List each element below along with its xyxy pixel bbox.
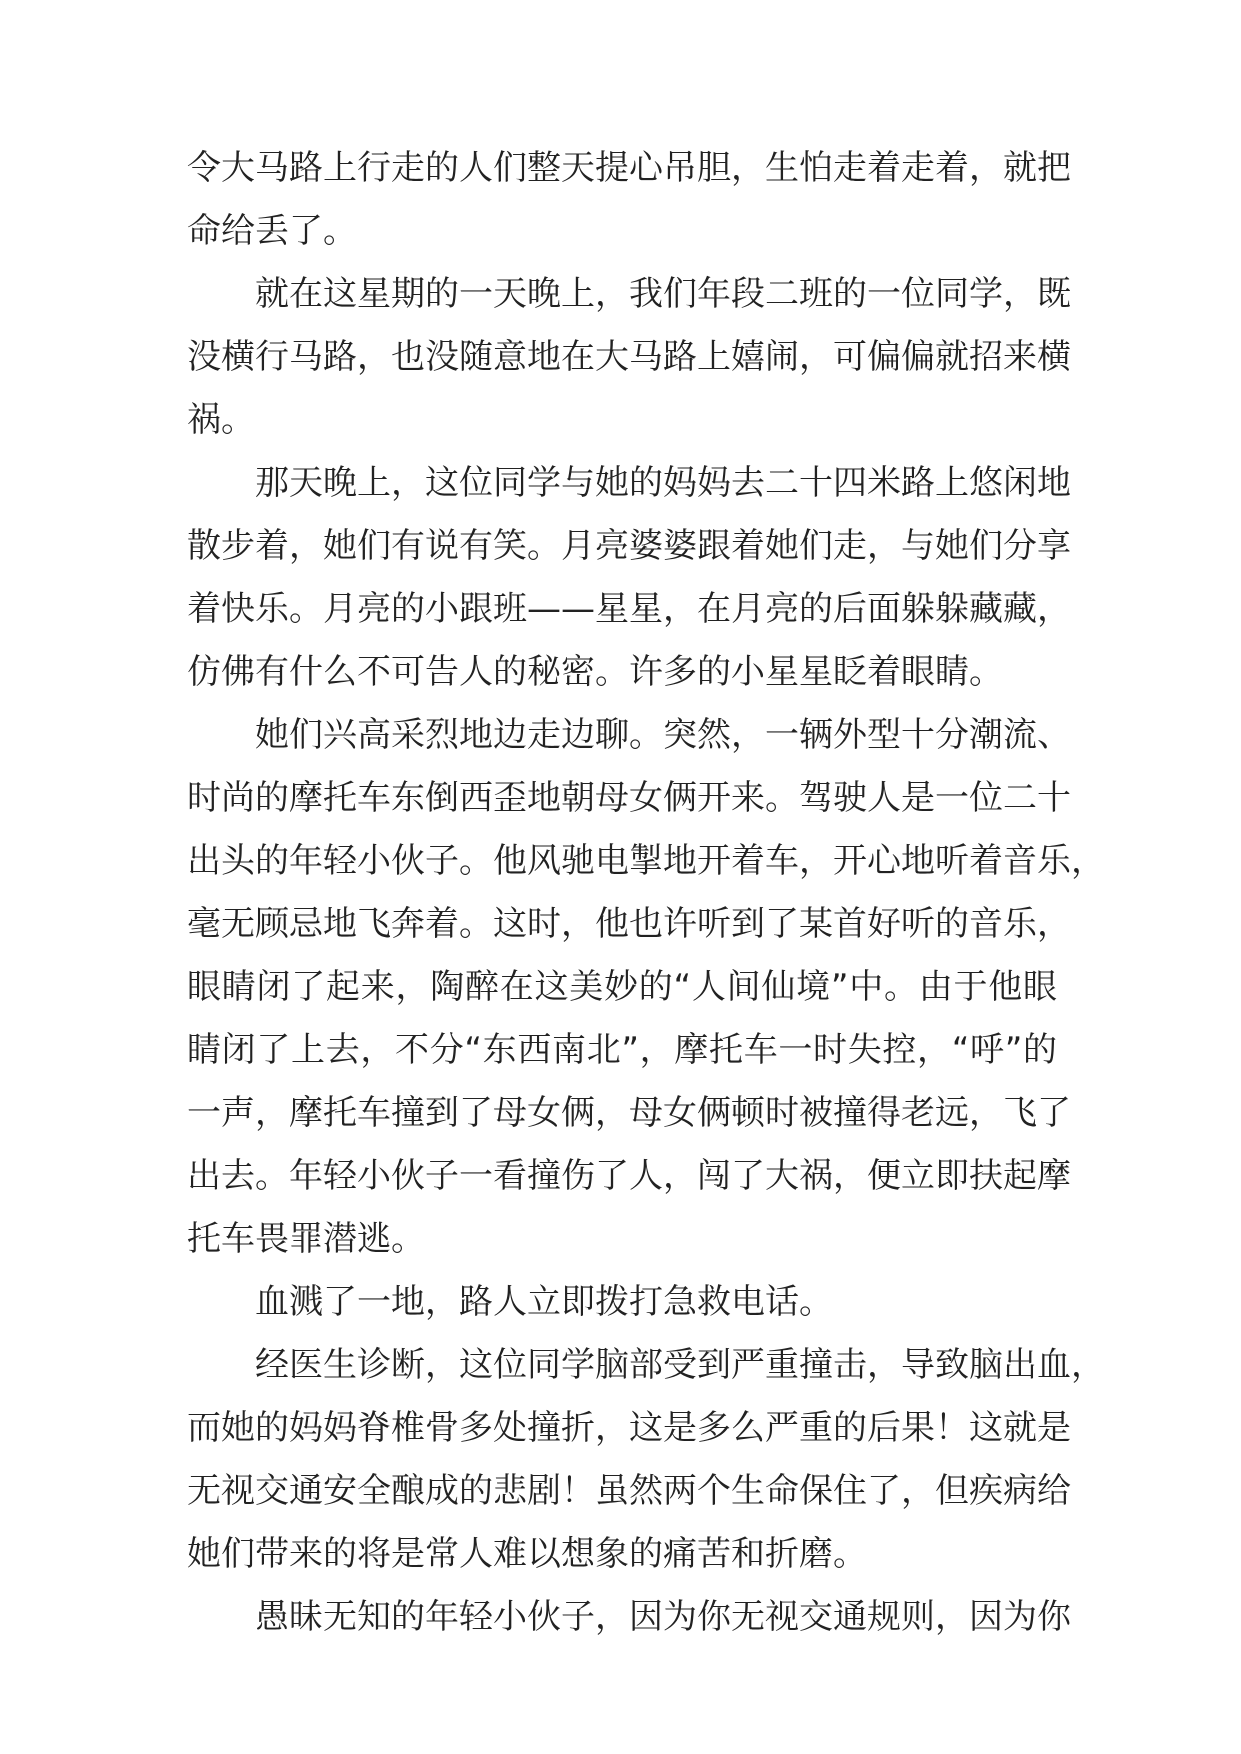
text-line: 血溅了一地，路人立即拨打急救电话。: [255, 1282, 833, 1322]
text-line: 就在这星期的一天晚上，我们年段二班的一位同学，既: [255, 274, 1071, 314]
text-line: 命给丢了。: [187, 211, 357, 251]
text-line: 令大马路上行走的人们整天提心吊胆，生怕走着走着，就把: [187, 148, 1071, 188]
text-line: 无视交通安全酿成的悲剧！虽然两个生命保住了，但疾病给: [187, 1471, 1071, 1511]
text-line: 那天晚上，这位同学与她的妈妈去二十四米路上悠闲地: [255, 463, 1071, 503]
text-line: 散步着，她们有说有笑。月亮婆婆跟着她们走，与她们分享: [187, 526, 1071, 566]
text-line: 她们带来的将是常人难以想象的痛苦和折磨。: [187, 1534, 867, 1574]
text-line: 着快乐。月亮的小跟班——星星，在月亮的后面躲躲藏藏，: [187, 589, 1071, 629]
text-line: 经医生诊断，这位同学脑部受到严重撞击，导致脑出血，: [255, 1345, 1105, 1385]
text-line: 没横行马路，也没随意地在大马路上嬉闹，可偏偏就招来横: [187, 337, 1071, 377]
text-line: 托车畏罪潜逃。: [187, 1219, 425, 1259]
text-line: 眼睛闭了起来，陶醉在这美妙的“人间仙境”中。由于他眼: [187, 967, 1057, 1007]
text-line: 而她的妈妈脊椎骨多处撞折，这是多么严重的后果！这就是: [187, 1408, 1071, 1448]
text-line: 毫无顾忌地飞奔着。这时，他也许听到了某首好听的音乐，: [187, 904, 1071, 944]
text-line: 出头的年轻小伙子。他风驰电掣地开着车，开心地听着音乐，: [187, 841, 1105, 881]
text-line: 愚昧无知的年轻小伙子，因为你无视交通规则，因为你: [255, 1597, 1071, 1637]
text-line: 祸。: [187, 400, 255, 440]
text-line: 出去。年轻小伙子一看撞伤了人，闯了大祸，便立即扶起摩: [187, 1156, 1071, 1196]
text-line: 仿佛有什么不可告人的秘密。许多的小星星眨着眼睛。: [187, 652, 1003, 692]
text-line: 一声，摩托车撞到了母女俩，母女俩顿时被撞得老远，飞了: [187, 1093, 1071, 1133]
text-line: 她们兴高采烈地边走边聊。突然，一辆外型十分潮流、: [255, 715, 1071, 755]
text-line: 时尚的摩托车东倒西歪地朝母女俩开来。驾驶人是一位二十: [187, 778, 1071, 818]
text-line: 睛闭了上去，不分“东西南北”，摩托车一时失控，“呼”的: [187, 1030, 1057, 1070]
